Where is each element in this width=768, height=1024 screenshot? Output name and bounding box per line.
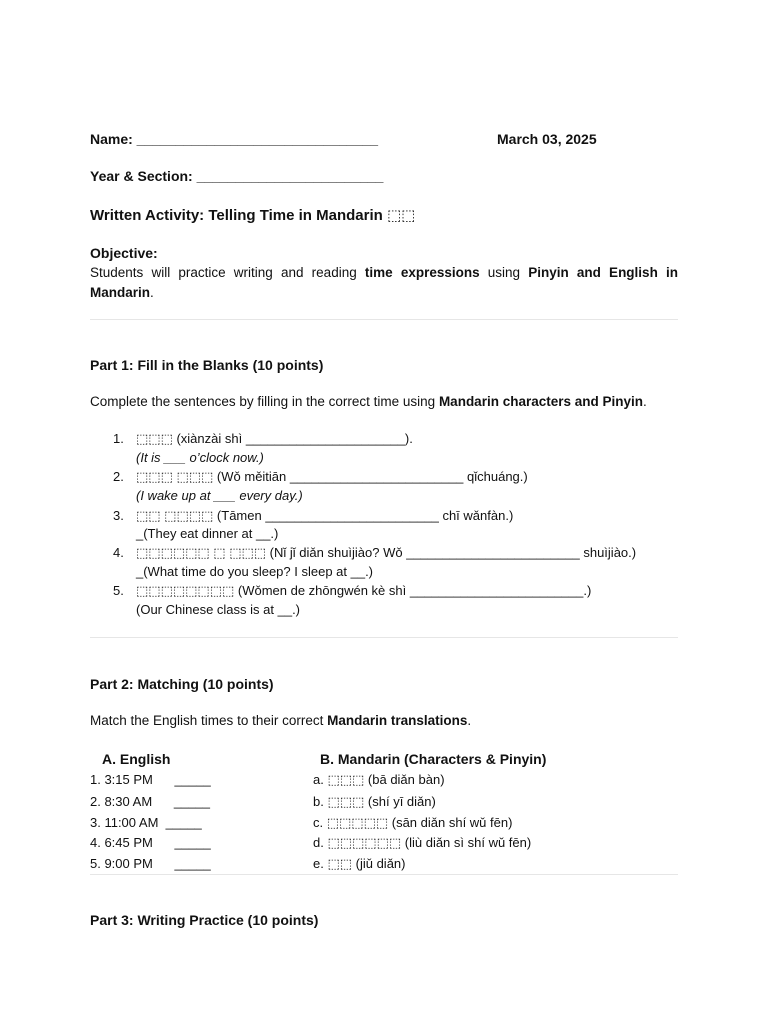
part2-instruction-bold: Mandarin translations xyxy=(327,713,468,728)
list-item-sentence: ⬚⬚ ⬚⬚⬚⬚ (Tāmen ________________________ chī wǎnfàn.) xyxy=(136,508,514,523)
part1-instruction-text: Complete the sentences by filling in the correct time using xyxy=(90,394,439,409)
list-item-translation: _(They eat dinner at __.) xyxy=(136,526,279,541)
mandarin-time-item: e. ⬚⬚ (jiǔ diǎn) xyxy=(313,856,406,871)
english-time-item: 4. 6:45 PM _____ xyxy=(90,835,211,850)
divider xyxy=(90,874,678,875)
year-section-field-label: Year & Section: ________________________ xyxy=(90,168,384,184)
english-time-item: 3. 11:00 AM _____ xyxy=(90,815,202,830)
part1-instruction-end: . xyxy=(643,394,647,409)
list-item-translation: (It is ___ o’clock now.) xyxy=(136,450,264,465)
part2-instruction xyxy=(90,713,471,728)
objective-bold-1: time expressions xyxy=(364,265,480,280)
column-a-header: A. English xyxy=(102,751,171,767)
list-item-translation: (Our Chinese class is at __.) xyxy=(136,602,301,617)
list-item-number: 2. xyxy=(113,469,124,484)
list-item-number: 3. xyxy=(113,508,124,523)
list-item-translation: _(What time do you sleep? I sleep at __.) xyxy=(136,564,374,579)
column-b-header: B. Mandarin (Characters & Pinyin) xyxy=(320,751,547,767)
mandarin-time-item: a. ⬚⬚⬚ (bā diǎn bàn) xyxy=(313,772,445,787)
list-item-translation: (I wake up at ___ every day.) xyxy=(136,488,303,503)
objective-text-3: . xyxy=(150,285,154,300)
part3-heading: Part 3: Writing Practice (10 points) xyxy=(90,912,319,928)
divider xyxy=(90,637,678,638)
objective-text-2: using xyxy=(479,265,529,280)
mandarin-time-item: c. ⬚⬚⬚⬚⬚ (sān diǎn shí wǔ fēn) xyxy=(313,815,513,830)
mandarin-time-item: b. ⬚⬚⬚ (shí yī diǎn) xyxy=(313,794,436,809)
list-item-sentence: ⬚⬚⬚ ⬚⬚⬚ (Wǒ měitiān ________________________ qǐchuáng.) xyxy=(136,469,528,484)
objective-paragraph xyxy=(90,263,678,303)
part1-instruction xyxy=(90,394,647,409)
part2-heading: Part 2: Matching (10 points) xyxy=(90,676,274,692)
english-time-item: 2. 8:30 AM _____ xyxy=(90,794,210,809)
list-item-sentence: ⬚⬚⬚ (xiànzài shì ______________________). xyxy=(136,431,413,446)
english-time-item: 5. 9:00 PM _____ xyxy=(90,856,211,871)
part1-heading: Part 1: Fill in the Blanks (10 points) xyxy=(90,357,324,373)
page-title: Written Activity: Telling Time in Mandarin ⬚⬚ xyxy=(90,207,416,224)
list-item-sentence: ⬚⬚⬚⬚⬚⬚ ⬚ ⬚⬚⬚ (Nǐ jǐ diǎn shuìjiào? Wǒ ________________________ shuìjiào.) xyxy=(136,545,637,560)
list-item-number: 1. xyxy=(113,431,124,446)
list-item-number: 5. xyxy=(113,583,124,598)
objective-bold-2: Pinyin and English in Mandarin xyxy=(90,265,678,300)
english-time-item: 1. 3:15 PM _____ xyxy=(90,772,211,787)
list-item-sentence: ⬚⬚⬚⬚⬚⬚⬚⬚ (Wǒmen de zhōngwén kè shì ________________________.) xyxy=(136,583,592,598)
part2-instruction-end: . xyxy=(467,713,472,728)
objective-text-1: Students will practice writing and reading xyxy=(90,265,365,280)
list-item-number: 4. xyxy=(113,545,124,560)
objective-heading: Objective: xyxy=(90,245,158,261)
part1-instruction-bold: Mandarin characters and Pinyin xyxy=(438,394,643,409)
name-field-label: Name: _______________________________ xyxy=(90,131,379,147)
mandarin-time-item: d. ⬚⬚⬚⬚⬚⬚ (liù diǎn sì shí wǔ fēn) xyxy=(313,835,532,850)
divider xyxy=(90,319,678,320)
date-text: March 03, 2025 xyxy=(497,131,597,147)
part2-instruction-text: Match the English times to their correct xyxy=(90,713,328,728)
